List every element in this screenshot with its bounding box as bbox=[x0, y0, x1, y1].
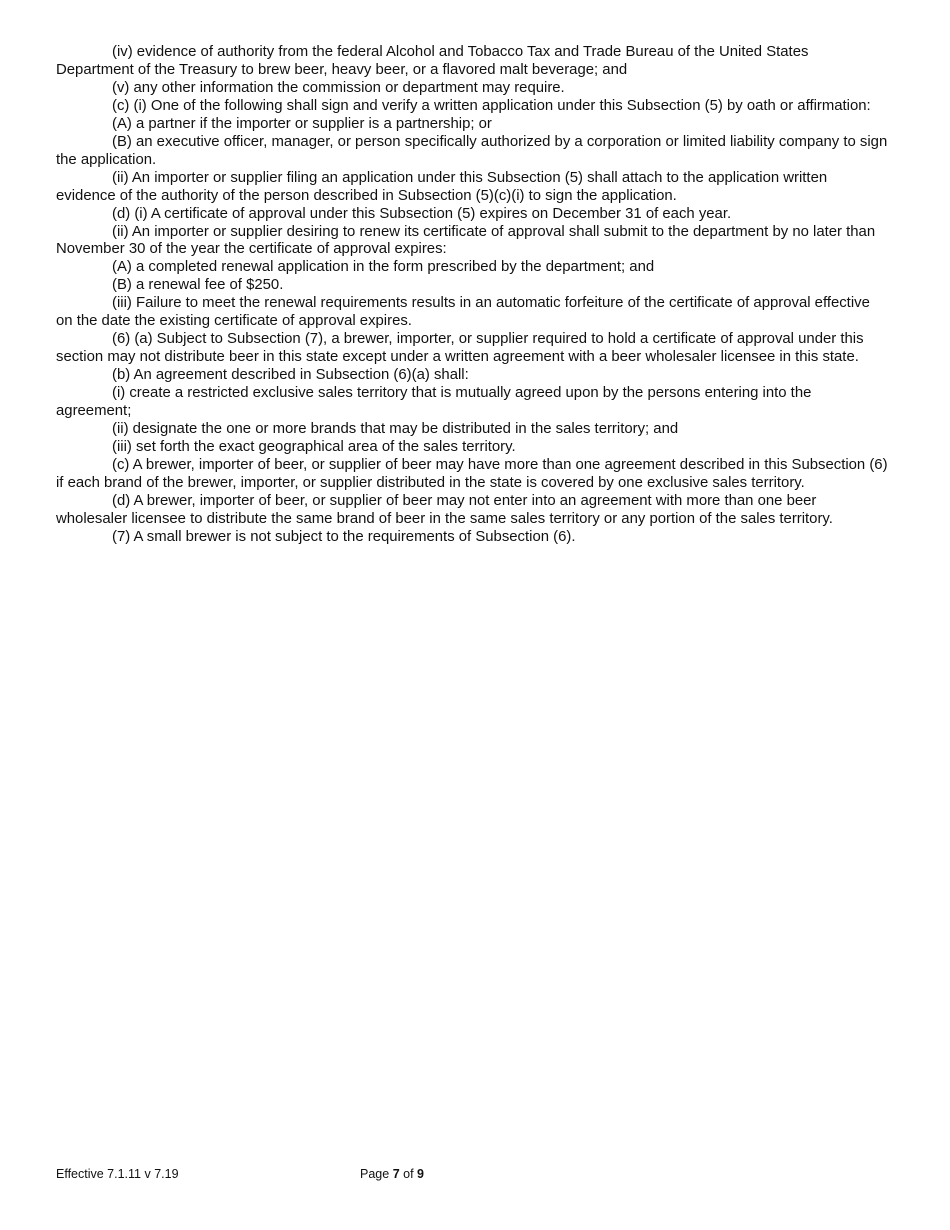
paragraph-ii-designate-brands: (ii) designate the one or more brands that may be distributed in the sales territory; and bbox=[112, 421, 679, 438]
footer-page-number bbox=[360, 1166, 424, 1182]
footer-effective-date: Effective 7.1.11 v 7.19 bbox=[56, 1167, 179, 1181]
paragraph-ii-renewal: (ii) An importer or supplier desiring to renew its certificate of approval shall submit to the department by no later than November 30 of the year the certificate of approval expires: bbox=[56, 223, 876, 258]
paragraph-v-other-information: (v) any other information the commission or department may require. bbox=[112, 79, 565, 96]
paragraph-ii-written-evidence: (ii) An importer or supplier filing an application under this Subsection (5) shall attach to the application written evidence of the authority of the person described in Subsection (5)(c)(i) to sign the application. bbox=[56, 169, 828, 204]
paragraph-iii-forfeiture: (iii) Failure to meet the renewal requirements results in an automatic forfeiture of the certificate of approval effective on the date the existing certificate of approval expires. bbox=[56, 295, 870, 330]
document-body bbox=[56, 44, 888, 547]
paragraph-d-single-wholesaler: (d) A brewer, importer of beer, or supplier of beer may not enter into an agreement with more than one beer wholesaler licensee to distribute the same brand of beer in the same sales territory or any portion of the sales territory. bbox=[56, 492, 833, 527]
paragraph-a-partner: (A) a partner if the importer or supplier is a partnership; or bbox=[112, 115, 492, 132]
footer-page-prefix: Page bbox=[360, 1167, 390, 1181]
paragraph-a-renewal-application: (A) a completed renewal application in the form prescribed by the department; and bbox=[112, 259, 655, 276]
footer-page-of: of bbox=[403, 1167, 414, 1181]
footer-current-page: 7 bbox=[392, 1167, 400, 1181]
paragraph-i-sales-territory: (i) create a restricted exclusive sales territory that is mutually agreed upon by the persons entering into the agreement; bbox=[56, 385, 812, 420]
paragraph-b-executive-officer: (B) an executive officer, manager, or person specifically authorized by a corporation or limited liability company to sign the application. bbox=[56, 133, 888, 168]
paragraph-6-a-written-agreement: (6) (a) Subject to Subsection (7), a brewer, importer, or supplier required to hold a certificate of approval under this section may not distribute beer in this state except under a written agreement with a beer wholesaler licensee in this state. bbox=[56, 331, 864, 366]
footer-total-pages: 9 bbox=[417, 1167, 424, 1181]
paragraph-iii-geographical-area: (iii) set forth the exact geographical area of the sales territory. bbox=[112, 438, 516, 455]
paragraph-c-i-sign-and-verify: (c) (i) One of the following shall sign and verify a written application under this Subsection (5) by oath or affirmation: bbox=[112, 97, 871, 114]
paragraph-b-agreement-shall: (b) An agreement described in Subsection (6)(a) shall: bbox=[112, 367, 469, 384]
paragraph-c-more-than-one-agreement: (c) A brewer, importer of beer, or supplier of beer may have more than one agreement described in this Subsection (6) if each brand of the brewer, importer, or supplier distributed in the state is covered by one exclusive sales territory. bbox=[56, 456, 888, 491]
paragraph-d-i-certificate-expires: (d) (i) A certificate of approval under this Subsection (5) expires on December 31 of each year. bbox=[112, 205, 732, 222]
paragraph-b-renewal-fee: (B) a renewal fee of $250. bbox=[112, 277, 284, 294]
paragraph-7-small-brewer: (7) A small brewer is not subject to the requirements of Subsection (6). bbox=[112, 528, 576, 545]
paragraph-iv-evidence-of-authority: (iv) evidence of authority from the federal Alcohol and Tobacco Tax and Trade Bureau of the United States Department of the Treasury to brew beer, heavy beer, or a flavored malt beverage; and bbox=[56, 44, 809, 78]
